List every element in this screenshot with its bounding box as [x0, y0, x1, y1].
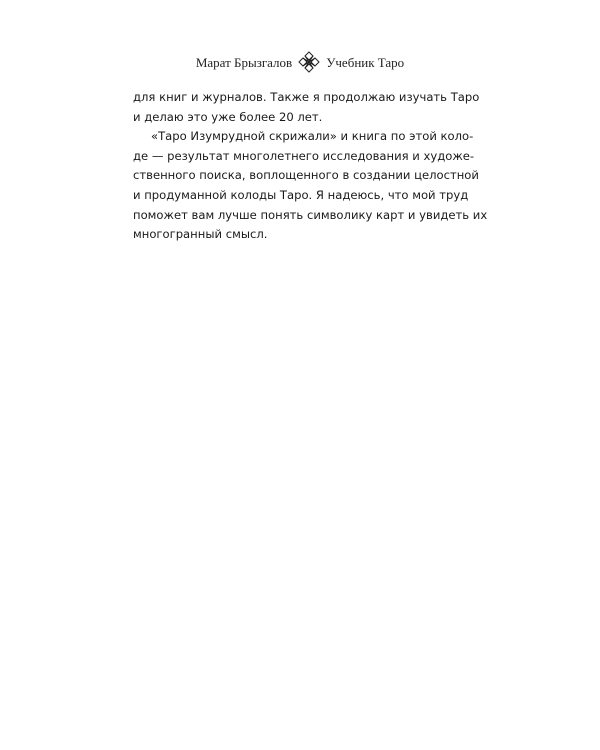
running-head-author: Марат Брызгалов [195, 54, 293, 70]
body-line: и делаю это уже более 20 лет. [133, 109, 323, 124]
body-line: для книг и журналов. Также я продолжаю изучать Таро [133, 90, 480, 104]
running-head-book-title: Учебник Таро [326, 54, 405, 70]
body-text [133, 88, 488, 245]
body-line: де — результат многолетнего исследования и художе- [133, 148, 475, 163]
body-line: «Таро Изумрудной скрижали» и книга по этой коло- [151, 129, 474, 144]
running-head [0, 50, 600, 74]
celtic-knot-ornament-icon [298, 51, 320, 73]
body-line: многогранный смысл. [133, 227, 268, 242]
body-line: ственного поиска, воплощенного в создании целостной [133, 168, 479, 183]
body-line: и продуманной колоды Таро. Я надеюсь, что мой труд [133, 187, 469, 202]
body-line: поможет вам лучше понять символику карт и увидеть их [133, 207, 488, 222]
